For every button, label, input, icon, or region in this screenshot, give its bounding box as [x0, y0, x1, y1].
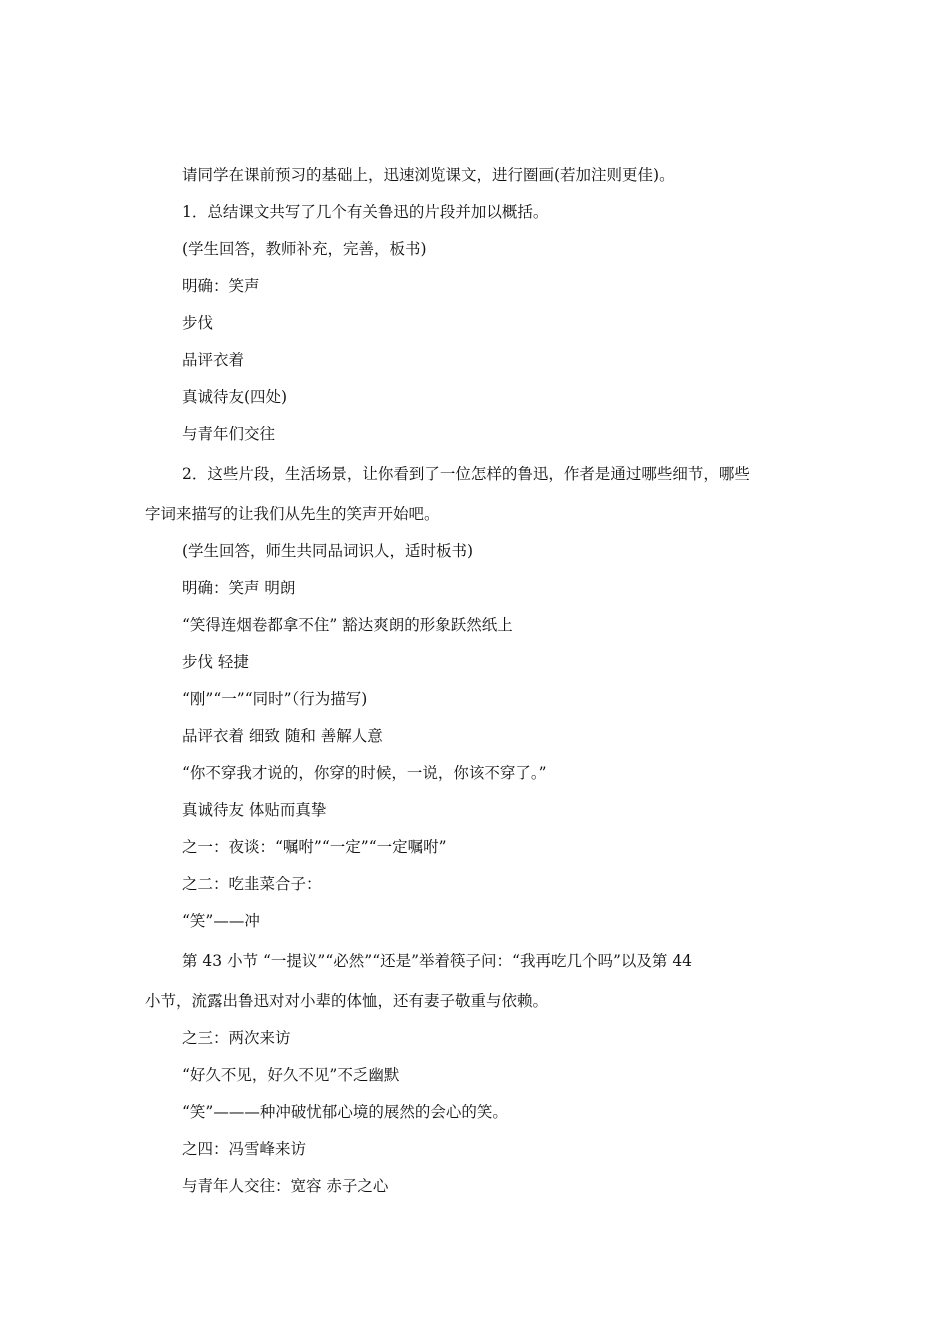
section-43-continued: 小节，流露出鲁迅对对小辈的体恤，还有妻子敬重与依赖。 — [145, 992, 549, 1010]
quote-line: “你不穿我才说的，你穿的时候，一说，你该不穿了。” — [182, 764, 547, 782]
note-line: (学生回答，师生共同品词识人，适时板书) — [182, 542, 474, 560]
quote-line: “笑”——冲 — [182, 912, 260, 930]
quote-line: “笑得连烟卷都拿不住” 豁达爽朗的形象跃然纸上 — [182, 616, 513, 634]
quote-line: “刚”“一”“同时”（行为描写) — [182, 690, 368, 708]
outline-item: 品评衣着 — [182, 351, 245, 369]
quote-line: “笑”———种冲破忧郁心境的展然的会心的笑。 — [182, 1103, 508, 1121]
outline-item: 真诚待友 体贴而真挚 — [182, 801, 327, 819]
outline-item: 品评衣着 细致 随和 善解人意 — [182, 727, 383, 745]
quote-line: “好久不见，好久不见”不乏幽默 — [182, 1066, 400, 1084]
question-2: 2．这些片段，生活场景，让你看到了一位怎样的鲁迅，作者是通过哪些细节，哪些 — [182, 465, 750, 483]
section-43-paragraph: 第 43 小节 “一提议”“必然”“还是”举着筷子问：“我再吃几个吗”以及第 44 — [182, 952, 693, 970]
outline-item: 步伐 轻捷 — [182, 653, 249, 671]
outline-item: 真诚待友(四处) — [182, 388, 288, 406]
answer-line: 明确：笑声 — [182, 277, 260, 295]
intro-paragraph: 请同学在课前预习的基础上，迅速浏览课文，进行圈画(若加注则更佳)。 — [182, 166, 675, 184]
outline-item: 与青年人交往：宽容 赤子之心 — [182, 1177, 389, 1195]
outline-item: 步伐 — [182, 314, 214, 332]
outline-item: 与青年们交往 — [182, 425, 276, 443]
question-2-continued: 字词来描写的让我们从先生的笑声开始吧。 — [145, 505, 440, 523]
note-line: (学生回答，教师补充，完善，板书) — [182, 240, 427, 258]
answer-line: 明确：笑声 明朗 — [182, 579, 296, 597]
question-1: 1．总结课文共写了几个有关鲁迅的片段并加以概括。 — [182, 203, 549, 221]
outline-item: 之四：冯雪峰来访 — [182, 1140, 307, 1158]
outline-item: 之三：两次来访 — [182, 1029, 291, 1047]
outline-item: 之一：夜谈：“嘱咐”“一定”“一定嘱咐” — [182, 838, 447, 856]
outline-item: 之二：吃韭菜合子： — [182, 875, 322, 893]
document-body — [145, 157, 813, 1205]
